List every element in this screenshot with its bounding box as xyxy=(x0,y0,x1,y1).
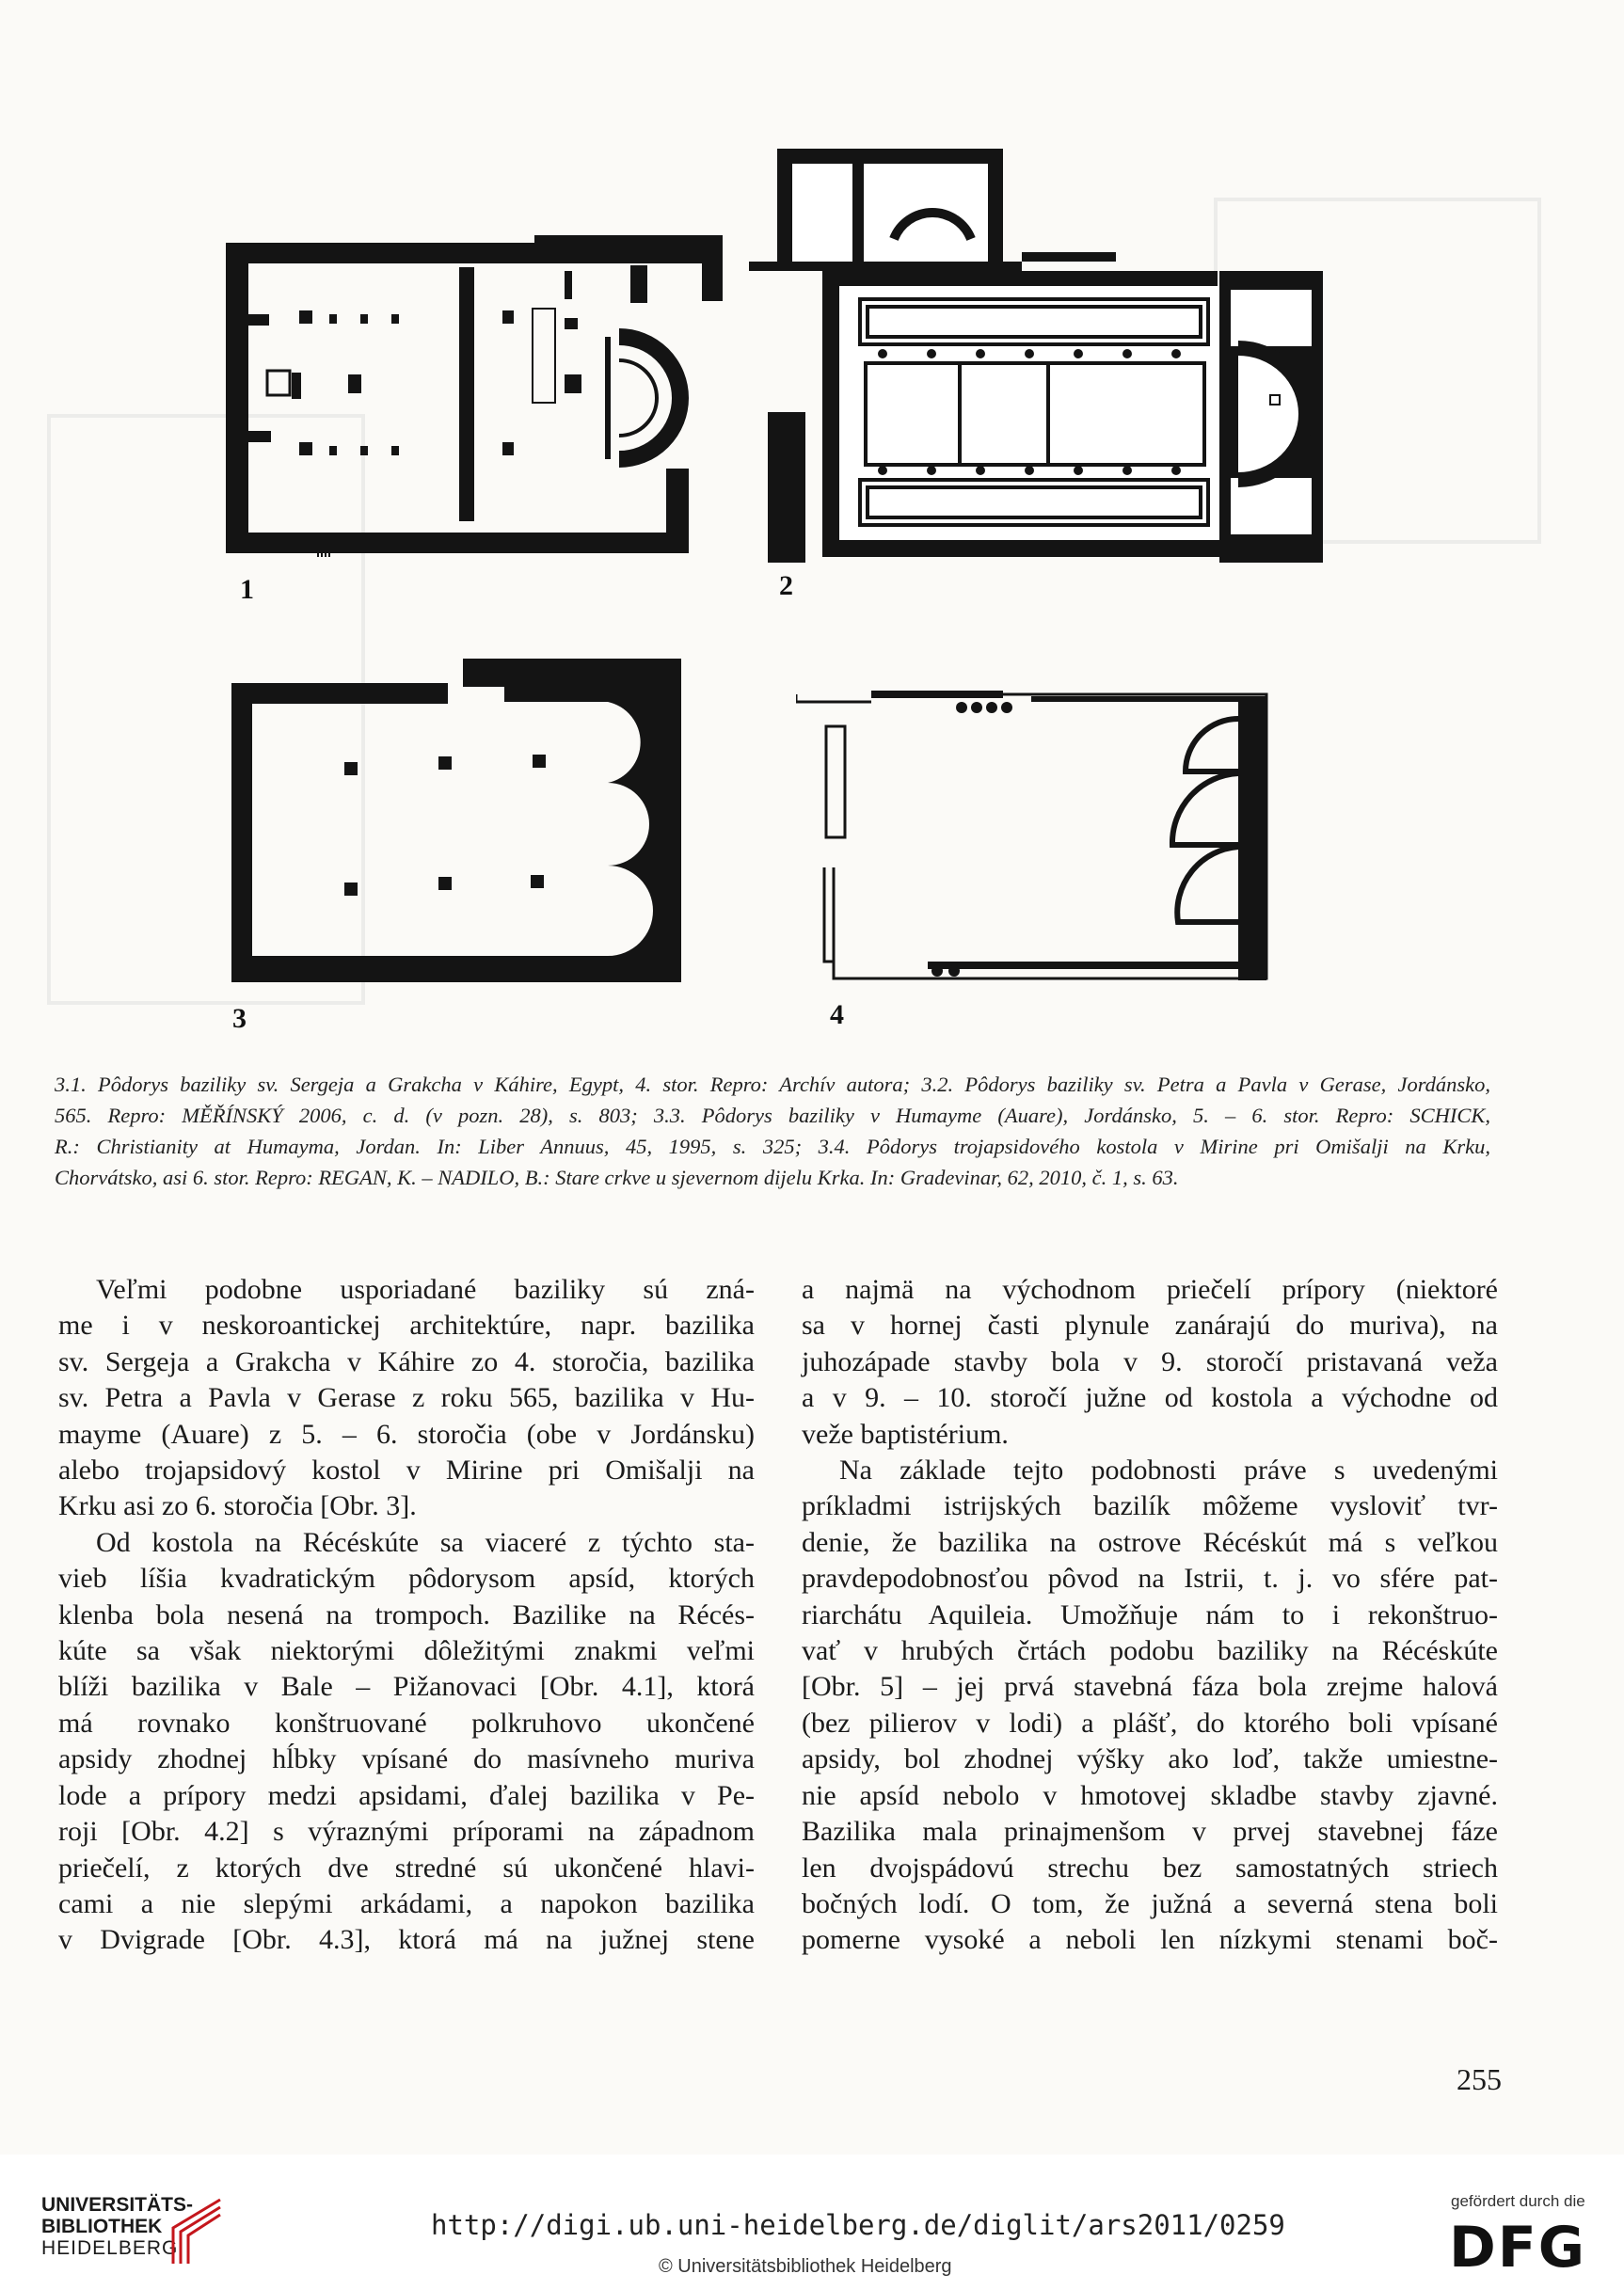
dfg-logo[interactable]: DFG xyxy=(1449,2215,1587,2281)
copyright-notice: © Universitätsbibliothek Heidelberg xyxy=(659,2256,952,2277)
text-line: klenba bola nesená na trompoch. Bazilike na Récés- xyxy=(58,1598,755,1630)
caption-line: 3.1. Pôdorys baziliky sv. Sergeja a Grakcha v Káhire, Egypt, 4. stor. Repro: Archív autora; 3.2. Pôdorys baziliky sv. Petra a Pavla v Gerase, Jordánsko, xyxy=(55,1073,1490,1096)
text-line: lode a prípory medzi apsidami, ďalej bazilika v Pe- xyxy=(58,1779,755,1811)
text-line: apsidy zhodnej hĺbky vpísané do masívneho muriva xyxy=(58,1743,755,1775)
text-line: a v 9. – 10. storočí južne od kostola a východne od xyxy=(802,1382,1498,1414)
library-name-line-1: UNIVERSITÄTS- xyxy=(41,2194,194,2216)
caption-line: 565. Repro: MĚŘÍNSKÝ 2006, c. d. (v pozn. 28), s. 803; 3.3. Pôdorys baziliky v Humayme (Auare), Jordánsko, 5. – 6. stor. Repro: SCHICK, xyxy=(55,1104,1490,1127)
figure-2-floor-plan xyxy=(749,149,1332,563)
library-emblem-icon xyxy=(164,2190,230,2266)
text-line: Veľmi podobne usporiadané baziliky sú zná- xyxy=(96,1274,755,1305)
text-line: priečelí, z ktorých dve stredné sú ukončené hlavi- xyxy=(58,1852,755,1884)
left-text-column xyxy=(58,1272,755,1959)
text-line: vať v hrubých črtách podobu baziliky na Récéskúte xyxy=(802,1635,1498,1667)
text-line: Od kostola na Récéskúte sa viaceré z týchto sta- xyxy=(96,1526,755,1558)
figure-caption xyxy=(55,1069,1490,1193)
library-name-line-2: BIBLIOTHEK xyxy=(41,2216,163,2237)
text-line: denie, že bazilika na ostrove Récéskút má s veľkou xyxy=(802,1526,1498,1558)
text-line: [Obr. 5] – jej prvá stavebná fáza bola zrejme halová xyxy=(802,1671,1498,1703)
text-line: kúte sa však niektorými dôležitými znakmi veľmi xyxy=(58,1635,755,1667)
funder-label: gefördert durch die xyxy=(1451,2192,1585,2210)
text-line: a najmä na východnom priečelí prípory (niektoré xyxy=(802,1274,1498,1305)
text-line: riarchátu Aquileia. Umožňuje nám to i rekonštruo- xyxy=(802,1598,1498,1630)
text-line: me i v neskoroantickej architektúre, napr. bazilika xyxy=(58,1310,755,1342)
caption-line: Chorvátsko, asi 6. stor. Repro: REGAN, K. – NADILO, B.: Stare crkve u sjevernom dijelu Krka. In: Gradevinar, 62, 2010, č. 1, s. 63. xyxy=(55,1166,1179,1189)
source-url-link[interactable]: http://digi.ub.uni-heidelberg.de/diglit/ars2011/0259 xyxy=(431,2209,1285,2241)
text-line: sv. Sergeja a Grakcha v Káhire zo 4. storočia, bazilika xyxy=(58,1345,755,1377)
text-line: Bazilika mala prinajmenšom v prvej stavebnej fáze xyxy=(802,1816,1498,1848)
text-line: pravdepodobnosťou pôvod na Istrii, t. j. vo sfére pat- xyxy=(802,1563,1498,1595)
figure-3-floor-plan xyxy=(231,659,683,984)
library-name-line-3: HEIDELBERG xyxy=(41,2237,179,2259)
text-line: príkladmi istrijských bazilík môžeme vysloviť tvr- xyxy=(802,1490,1498,1522)
text-line: alebo trojapsidový kostol v Mirine pri Omišalji na xyxy=(58,1455,755,1487)
text-line: blíži bazilika v Bale – Pižanovaci [Obr. 4.1], ktorá xyxy=(58,1671,755,1703)
text-line: sa v hornej časti plynule zanárajú do muriva), na xyxy=(802,1310,1498,1342)
university-library-logo[interactable] xyxy=(41,2194,239,2260)
text-line: bočných lodí. O tom, že južná a severná stena boli xyxy=(802,1887,1498,1919)
digitization-footer xyxy=(0,2155,1624,2290)
text-line: Na základe tejto podobnosti práve s uvedenými xyxy=(839,1455,1498,1487)
text-line: nie apsíd nebolo v hmotovej skladbe stavby zjavné. xyxy=(802,1779,1498,1811)
text-line: cami a nie slepými arkádami, a napokon bazilika xyxy=(58,1887,755,1919)
text-line: má rovnako konštruované polkruhovo ukončené xyxy=(58,1707,755,1739)
page-number: 255 xyxy=(1457,2062,1502,2096)
text-line: apsidy, bol zhodnej výšky ako loď, takže umiestne- xyxy=(802,1743,1498,1775)
text-line: juhozápade stavby bola v 9. storočí pristavaná veža xyxy=(802,1345,1498,1377)
text-line: (bez pilierov v lodi) a plášť, do ktorého boli vpísané xyxy=(802,1707,1498,1739)
figure-4-floor-plan xyxy=(796,679,1276,990)
figure-1-number: 1 xyxy=(240,574,254,605)
text-line: sv. Petra a Pavla v Gerase z roku 565, bazilika v Hu- xyxy=(58,1382,755,1414)
right-text-column xyxy=(802,1272,1498,1959)
text-line: mayme (Auare) z 5. – 6. storočia (obe v Jordánsku) xyxy=(58,1418,755,1450)
figure-3-number: 3 xyxy=(232,1003,247,1034)
text-line: len dvojspádovú strechu bez samostatných striech xyxy=(802,1852,1498,1884)
text-line: Krku asi zo 6. storočia [Obr. 3]. xyxy=(58,1490,417,1522)
figure-2-number: 2 xyxy=(779,570,793,601)
figure-1-floor-plan xyxy=(224,233,732,557)
caption-line: R.: Christianity at Humayma, Jordan. In: Liber Annuus, 45, 1995, s. 325; 3.4. Pôdorys trojapsidového kostola v Mirine pri Omišalji na Krku, xyxy=(55,1135,1490,1158)
text-line: v Dvigrade [Obr. 4.3], ktorá má na južnej stene xyxy=(58,1924,755,1956)
text-line: veže baptistérium. xyxy=(802,1418,1009,1450)
figure-4-number: 4 xyxy=(830,999,844,1030)
text-line: roji [Obr. 4.2] s výraznými príporami na západnom xyxy=(58,1816,755,1848)
text-line: pomerne vysoké a neboli len nízkymi stenami boč- xyxy=(802,1924,1498,1956)
text-line: vieb líšia kvadratickým pôdorysom apsíd, ktorých xyxy=(58,1563,755,1595)
